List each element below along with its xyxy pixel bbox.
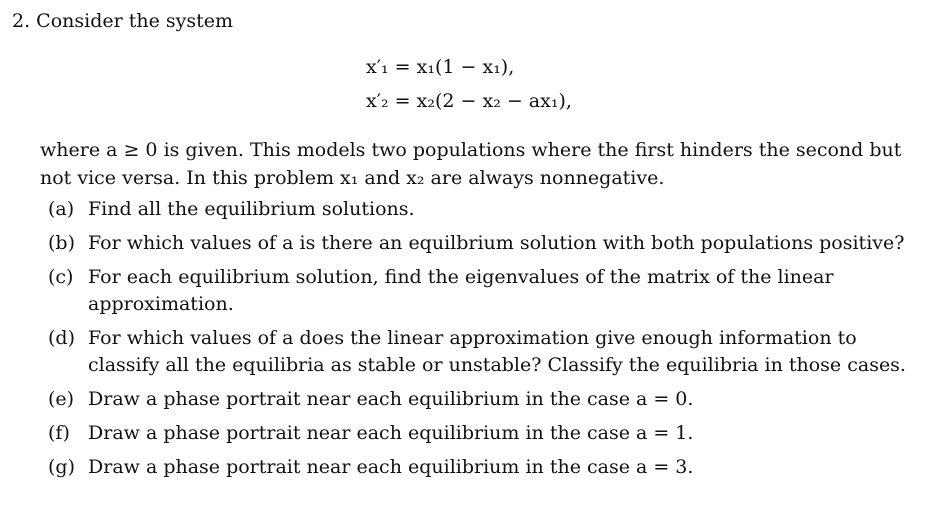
part-d [40,325,930,379]
part-label: (g) [48,456,75,478]
part-text: Draw a phase portrait near each equilibrium in the case a = 1. [88,422,694,444]
part-text: Find all the equilibrium solutions. [88,198,415,220]
part-text: Draw a phase portrait near each equilibrium in the case a = 0. [88,388,694,410]
part-text: Draw a phase portrait near each equilibrium in the case a = 3. [88,456,694,478]
equation-1: x′₁ = x₁(1 − x₁), [366,56,515,78]
part-label: (e) [48,388,75,410]
parts-list [40,196,930,488]
problem-heading: 2. Consider the system [12,10,234,32]
part-e [40,386,930,413]
part-label: (b) [48,232,75,254]
part-text: For which values of a does the linear approximation give enough information to classify all the equilibria as stable or unstable? Classify the equilibria in those cases. [88,327,906,376]
part-b [40,230,930,257]
part-text: For which values of a is there an equilbrium solution with both populations positive? [88,232,905,254]
part-label: (a) [48,198,75,220]
intro-paragraph: where a ≥ 0 is given. This models two populations where the first hinders the second but not vice versa. In this problem x₁ and x₂ are always nonnegative. [40,139,902,189]
part-c [40,264,930,318]
part-g [40,454,930,481]
part-label: (c) [48,266,74,288]
part-text: For each equilibrium solution, find the eigenvalues of the matrix of the linear approximation. [88,266,834,315]
equation-2: x′₂ = x₂(2 − x₂ − ax₁), [366,90,572,112]
part-label: (d) [48,327,75,349]
part-a [40,196,930,223]
part-label: (f) [48,422,70,444]
part-f [40,420,930,447]
